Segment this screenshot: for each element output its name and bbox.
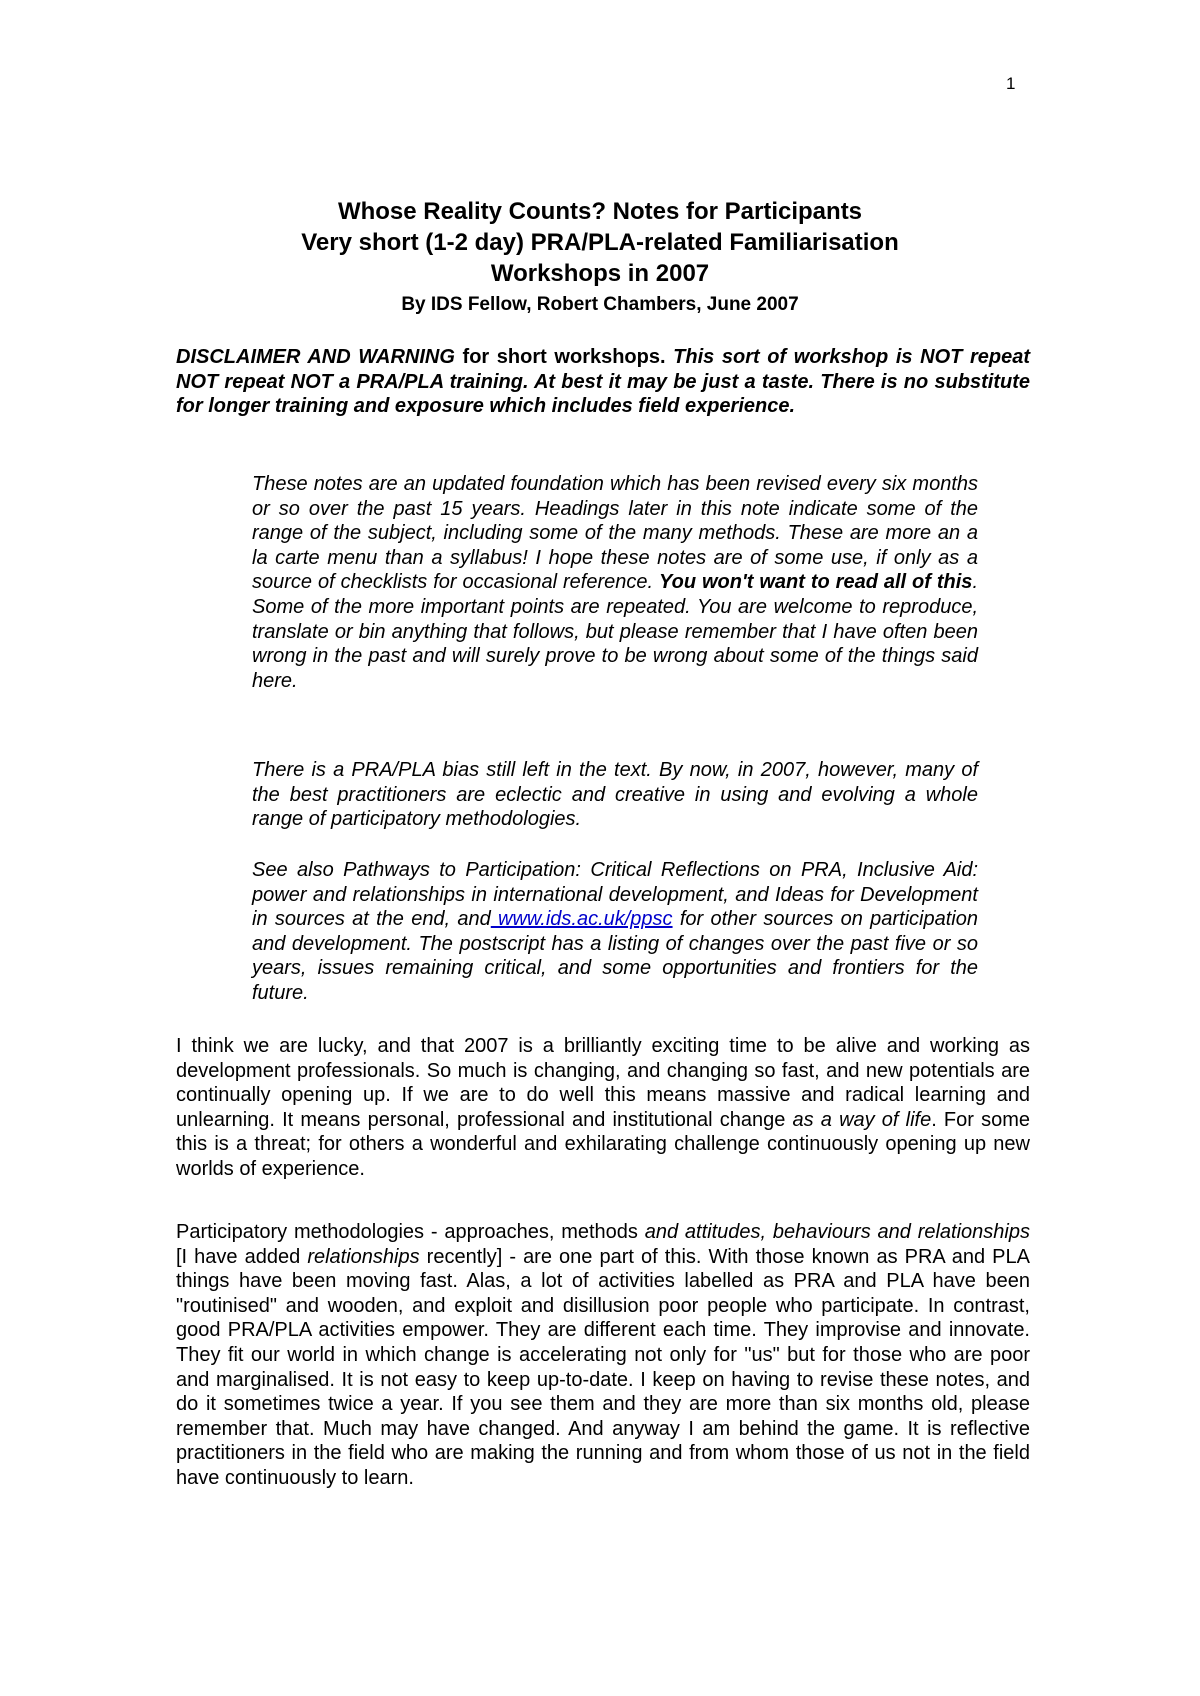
title-line-2: Very short (1-2 day) PRA/PLA-related Familiarisation xyxy=(301,229,899,256)
bias-paragraph: There is a PRA/PLA bias still left in the text. By now, in 2007, however, many of the best practitioners are eclectic and creative in using and evolving a whole range of participatory methodologies. xyxy=(252,759,978,831)
title-line-1: Whose Reality Counts? Notes for Participants xyxy=(337,198,863,225)
document-title-block xyxy=(180,196,1020,319)
notes-paragraph xyxy=(252,472,978,693)
notes-bold-text: You won't want to read all of this xyxy=(659,571,973,594)
lucky-text-2: . For some this is a threat; for others a wonderful and exhilarating challenge continuously opening up new worlds of experience. xyxy=(176,1108,1030,1180)
lucky-text-1: I think we are lucky, and that 2007 is a brilliantly exciting time to be alive and working as development professionals. So much is changing, and changing so fast, and new potentials are continually opening up. If we are to do well this means massive and radical learning and unlearning. It means personal, professional and institutional change xyxy=(176,1035,1030,1131)
notes-text-1: These notes are an updated foundation which has been revised every six months or so over the past 15 years. Headings later in this note indicate some of the range of the subject, including some of the many methods. These are more an a la carte menu than a syllabus! I hope these notes are of some use, if only as a source of checklists for occasional reference. xyxy=(252,473,978,594)
notes-text-2: . Some of the more important points are repeated. You are welcome to reproduce, translate or bin anything that follows, but please remember that I have often been wrong in the past and will surely prove to be wrong about some of the things said here. xyxy=(252,571,978,692)
see-also-text-2: for other sources on participation and development. The postscript has a listing of changes over the past five or so years, issues remaining critical, and some opportunities and frontiers for the future. xyxy=(252,908,978,1004)
disclaimer-label: DISCLAIMER AND WARNING xyxy=(176,346,455,368)
ids-ppsc-link[interactable]: www.ids.ac.uk/ppsc xyxy=(490,908,673,931)
methodologies-text-3: recently] - are one part of this. With those known as PRA and PLA things have been moving fast. Alas, a lot of activities labelled as PRA and PLA have been "routinised" and wooden, and exploit and disillusion poor people who participate. In contrast, good PRA/PLA activities empower. They are different each time. They improvise and innovate. They fit our world in which change is accelerating not only for "us" but for those who are poor and marginalised. It is not easy to keep up-to-date. I keep on having to revise these notes, and do it sometimes twice a year. If you see them and they are more than six months old, please remember that. Much may have changed. And anyway I am behind the game. It is reflective practitioners in the field who are making the running and from whom those of us not in the field have continuously to learn. xyxy=(176,1245,1030,1489)
methodologies-italic-2: relationships xyxy=(307,1245,420,1268)
methodologies-text-2: [I have added xyxy=(176,1245,308,1268)
methodologies-italic-1: and attitudes, behaviours and relationships xyxy=(644,1221,1030,1243)
page-number: 1 xyxy=(1006,74,1016,93)
disclaimer-paragraph xyxy=(176,345,1030,419)
disclaimer-normal-text: for short workshops. xyxy=(454,346,674,368)
lucky-paragraph xyxy=(176,1034,1030,1182)
title-line-3: Workshops in 2007 xyxy=(490,260,710,287)
see-also-paragraph xyxy=(252,858,978,1006)
byline: By IDS Fellow, Robert Chambers, June 2007 xyxy=(401,294,799,315)
methodologies-paragraph xyxy=(176,1220,1030,1491)
disclaimer-italic-text: This sort of workshop is NOT repeat NOT repeat NOT a PRA/PLA training. At best it may be just a taste. There is no substitute for longer training and exposure which includes field experience. xyxy=(176,346,1030,418)
lucky-italic-text: as a way of life xyxy=(792,1108,932,1131)
see-also-text-1: See also Pathways to Participation: Critical Reflections on PRA, Inclusive Aid: power and relationships in international development, and Ideas for Development in sources at the end, and xyxy=(252,859,978,931)
methodologies-text-1: Participatory methodologies - approaches, methods xyxy=(176,1221,645,1243)
